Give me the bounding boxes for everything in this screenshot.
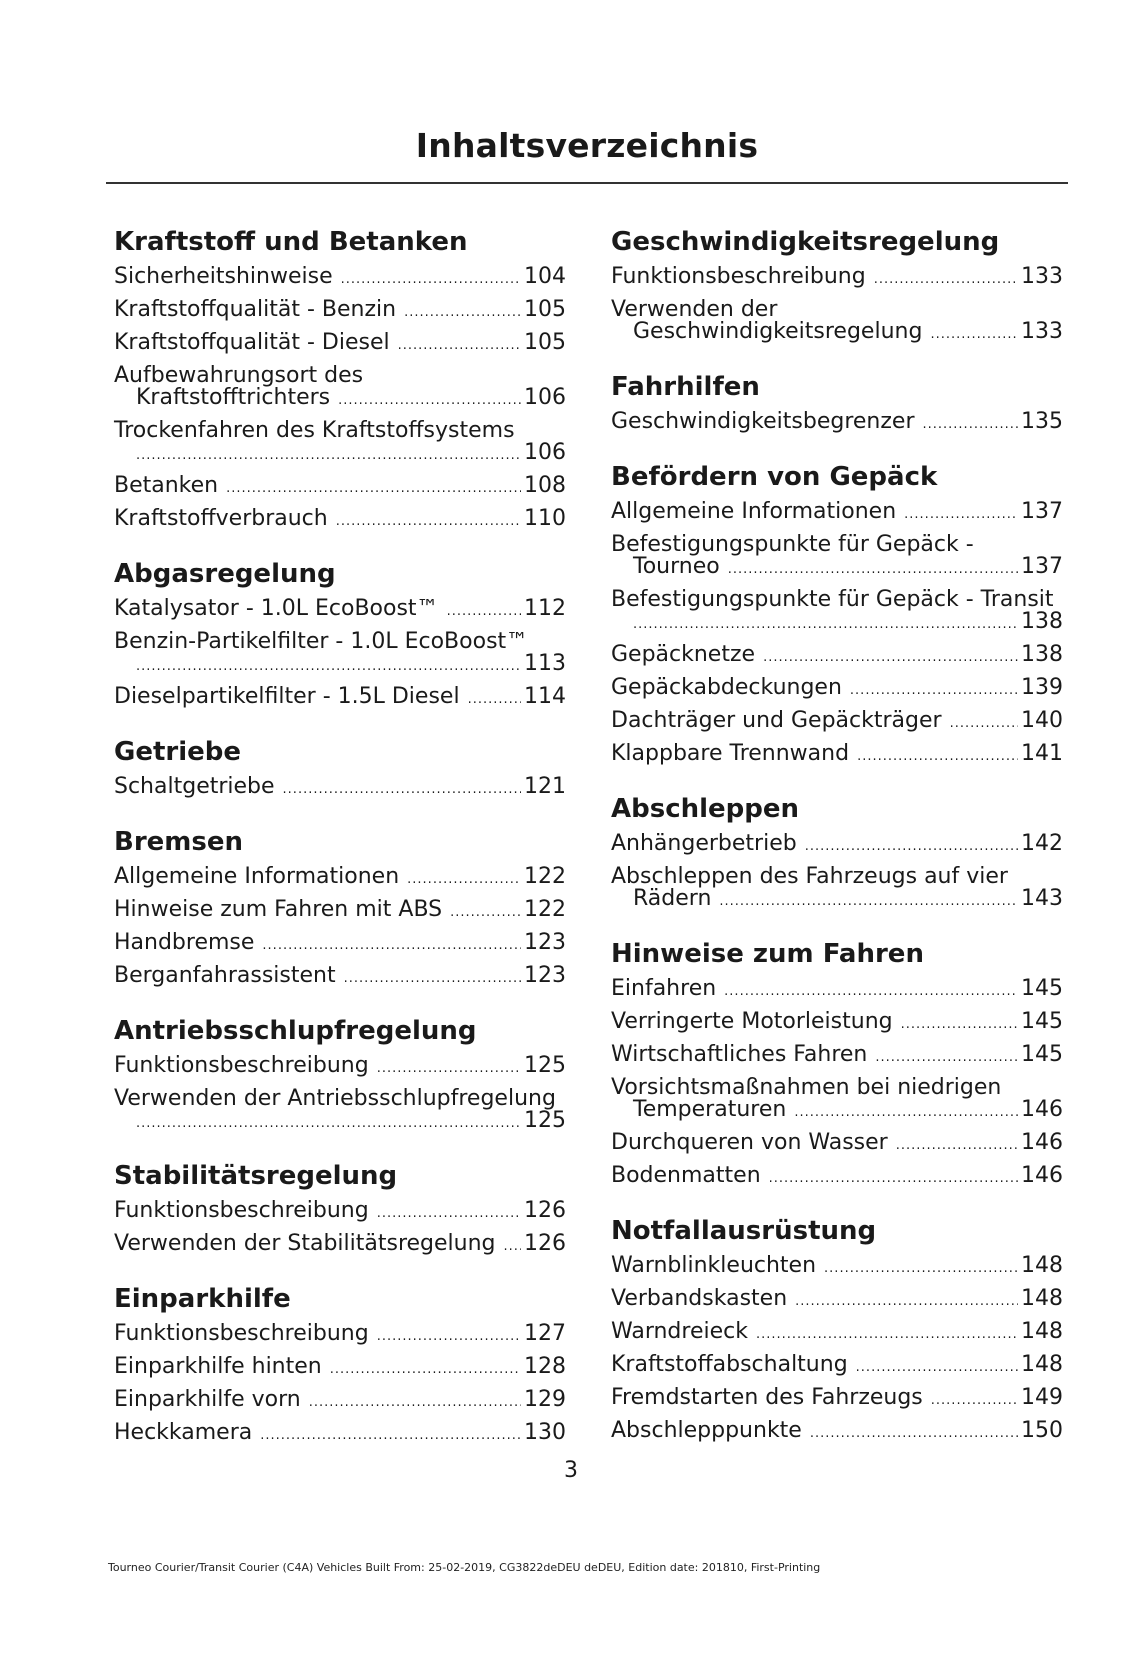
toc-entry[interactable] (611, 1161, 1063, 1194)
toc-entry[interactable] (114, 928, 566, 961)
toc-entry-text: Dieselpartikelfilter - 1.5L Diesel (114, 684, 460, 709)
toc-entry-text: Dachträger und Gepäckträger (611, 708, 942, 733)
toc-entry-text: Kraftstofftrichters (136, 385, 331, 410)
section-heading: Abgasregelung (114, 559, 336, 589)
dot-leader (856, 1353, 1018, 1383)
toc-page-number: 125 (524, 1108, 566, 1133)
toc-entry-text: Allgemeine Informationen (114, 864, 400, 889)
toc-entry-line (114, 504, 566, 537)
dot-leader (404, 298, 521, 328)
toc-entry-line (114, 295, 566, 328)
toc-page-number: 122 (524, 897, 566, 922)
toc-right-column (611, 224, 1063, 1468)
toc-entry-line (114, 772, 566, 805)
toc-entry-text: Abschlepppunkte (611, 1418, 802, 1443)
dot-leader (769, 1164, 1018, 1194)
toc-entry-text: Sicherheitshinweise (114, 264, 333, 289)
toc-page-number: 142 (1021, 831, 1063, 856)
dot-leader (950, 709, 1018, 739)
toc-entry-text: Verringerte Motorleistung (611, 1009, 893, 1034)
toc-entry[interactable] (611, 407, 1063, 440)
toc-entry-text: Befestigungspunkte für Gepäck - Transit (611, 587, 1054, 612)
toc-entry[interactable] (114, 1084, 566, 1139)
dot-leader (930, 320, 1018, 350)
toc-entry-line (114, 594, 566, 627)
dot-leader (923, 410, 1019, 440)
toc-section (114, 824, 566, 994)
toc-page-number: 135 (1021, 409, 1063, 434)
dot-leader (344, 964, 521, 994)
toc-entry-line (114, 262, 566, 295)
toc-entry-line (114, 328, 566, 361)
title-divider (106, 182, 1068, 184)
toc-page-number: 114 (524, 684, 566, 709)
toc-section (611, 1213, 1063, 1449)
toc-entry-text: Abschleppen des Fahrzeugs auf vier (611, 864, 1008, 889)
toc-page-number: 129 (524, 1387, 566, 1412)
toc-entry[interactable] (114, 1196, 566, 1229)
dot-leader (136, 1109, 521, 1139)
toc-entry[interactable] (611, 1383, 1063, 1416)
toc-page-number: 146 (1021, 1163, 1063, 1188)
toc-entry-text: Gepäcknetze (611, 642, 756, 667)
toc-entry-line (611, 1317, 1063, 1350)
toc-entry[interactable] (611, 640, 1063, 673)
toc-entry-text: Geschwindigkeitsregelung (633, 319, 923, 344)
toc-section (611, 791, 1063, 917)
toc-section (114, 1281, 566, 1451)
toc-entry-text: Verwenden der Antriebsschlupfregelung (114, 1086, 556, 1111)
toc-section (114, 734, 566, 805)
toc-entry-line (114, 649, 566, 682)
toc-page-number: 146 (1021, 1130, 1063, 1155)
toc-entry[interactable] (611, 1073, 1063, 1128)
dot-leader (336, 507, 521, 537)
toc-page-number: 139 (1021, 675, 1063, 700)
toc-entry-text: Einfahren (611, 976, 717, 1001)
toc-entry-text: Funktionsbeschreibung (611, 264, 866, 289)
toc-page-number: 105 (524, 297, 566, 322)
toc-page-number: 146 (1021, 1097, 1063, 1122)
toc-entry-text: Katalysator - 1.0L EcoBoost™ (114, 596, 439, 621)
toc-page-number: 104 (524, 264, 566, 289)
toc-entry[interactable] (611, 1284, 1063, 1317)
toc-entry[interactable] (611, 739, 1063, 772)
toc-entry-line (611, 1007, 1063, 1040)
toc-entry-text: Temperaturen (633, 1097, 787, 1122)
toc-entry-text: Kraftstoffqualität - Benzin (114, 297, 397, 322)
toc-entry[interactable] (611, 862, 1063, 917)
toc-page-number: 143 (1021, 886, 1063, 911)
toc-entry-line (114, 1051, 566, 1084)
toc-entry-line (611, 1284, 1063, 1317)
toc-page-number: 145 (1021, 976, 1063, 1001)
toc-entry-line (114, 928, 566, 961)
page-title: Inhaltsverzeichnis (415, 126, 759, 165)
section-heading: Einparkhilfe (114, 1284, 291, 1314)
toc-entry-line (114, 961, 566, 994)
toc-entry-text: Kraftstoffabschaltung (611, 1352, 848, 1377)
toc-page-number: 138 (1021, 609, 1063, 634)
dot-leader (341, 265, 521, 295)
section-heading: Kraftstoff und Betanken (114, 227, 468, 257)
dot-leader (857, 742, 1018, 772)
toc-entry[interactable] (114, 1051, 566, 1084)
dot-leader (377, 1199, 521, 1229)
toc-entry[interactable] (611, 295, 1063, 350)
toc-entry[interactable] (114, 262, 566, 295)
toc-entry[interactable] (611, 1350, 1063, 1383)
toc-page-number: 141 (1021, 741, 1063, 766)
toc-entry-text: Betanken (114, 473, 219, 498)
dot-leader (377, 1322, 521, 1352)
dot-leader (794, 1098, 1018, 1128)
dot-leader (824, 1254, 1018, 1284)
toc-entry-line (611, 974, 1063, 1007)
toc-entry[interactable] (611, 1416, 1063, 1449)
toc-entry-line (611, 607, 1063, 640)
toc-entry[interactable] (114, 772, 566, 805)
toc-entry-text: Klappbare Trennwand (611, 741, 850, 766)
dot-leader (724, 977, 1018, 1007)
toc-section (114, 556, 566, 715)
toc-entry[interactable] (114, 961, 566, 994)
toc-entry-line (114, 1319, 566, 1352)
toc-section (611, 459, 1063, 772)
toc-entry-line (611, 1251, 1063, 1284)
toc-left-column (114, 224, 566, 1470)
section-heading: Notfallausrüstung (611, 1216, 877, 1246)
toc-entry-line (611, 407, 1063, 440)
toc-entry-text: Handbremse (114, 930, 255, 955)
dot-leader (901, 1010, 1018, 1040)
section-heading: Antriebsschlupfregelung (114, 1016, 477, 1046)
toc-page-number: 121 (524, 774, 566, 799)
toc-entry-text: Hinweise zum Fahren mit ABS (114, 897, 443, 922)
toc-entry-text: Bodenmatten (611, 1163, 761, 1188)
dot-leader (896, 1131, 1018, 1161)
toc-entry-text: Aufbewahrungsort des (114, 363, 364, 388)
toc-entry-line (611, 739, 1063, 772)
toc-page-number: 148 (1021, 1286, 1063, 1311)
dot-leader (931, 1386, 1018, 1416)
dot-leader (377, 1054, 521, 1084)
toc-entry-line (611, 1383, 1063, 1416)
section-heading: Geschwindigkeitsregelung (611, 227, 1000, 257)
toc-entry[interactable] (611, 262, 1063, 295)
toc-page-number: 148 (1021, 1352, 1063, 1377)
toc-entry[interactable] (114, 361, 566, 416)
toc-section (114, 1013, 566, 1139)
toc-entry-text: Anhängerbetrieb (611, 831, 797, 856)
toc-entry-text: Warndreieck (611, 1319, 748, 1344)
toc-entry-text: Kraftstoffverbrauch (114, 506, 328, 531)
toc-entry[interactable] (611, 706, 1063, 739)
toc-entry[interactable] (114, 1319, 566, 1352)
toc-entry[interactable] (611, 497, 1063, 530)
dot-leader (468, 685, 521, 715)
toc-page-number: 137 (1021, 554, 1063, 579)
dot-leader (719, 887, 1018, 917)
toc-entry[interactable] (611, 1040, 1063, 1073)
toc-page-number: 105 (524, 330, 566, 355)
toc-entry-text: Durchqueren von Wasser (611, 1130, 888, 1155)
toc-entry-text: Wirtschaftliches Fahren (611, 1042, 868, 1067)
toc-page-number: 110 (524, 506, 566, 531)
dot-leader (795, 1287, 1018, 1317)
toc-entry[interactable] (114, 416, 566, 471)
toc-entry[interactable] (114, 682, 566, 715)
dot-leader (260, 1421, 521, 1451)
toc-entry-text: Allgemeine Informationen (611, 499, 897, 524)
toc-entry-text: Verbandskasten (611, 1286, 788, 1311)
toc-page-number: 112 (524, 596, 566, 621)
dot-leader (904, 500, 1018, 530)
toc-section (114, 224, 566, 537)
toc-entry-line (114, 862, 566, 895)
dot-leader (850, 676, 1018, 706)
toc-entry-line (611, 317, 1063, 350)
toc-entry-text: Kraftstoffqualität - Diesel (114, 330, 390, 355)
dot-leader (633, 610, 1018, 640)
toc-page-number: 123 (524, 930, 566, 955)
toc-entry-text: Funktionsbeschreibung (114, 1198, 369, 1223)
toc-entry-line (611, 1040, 1063, 1073)
toc-entry-text: Trockenfahren des Kraftstoffsystems (114, 418, 515, 443)
toc-entry-text: Vorsichtsmaßnahmen bei niedrigen (611, 1075, 1002, 1100)
toc-page-number: 148 (1021, 1319, 1063, 1344)
toc-entry[interactable] (611, 974, 1063, 1007)
toc-entry-line (114, 1418, 566, 1451)
toc-entry-text: Warnblinkleuchten (611, 1253, 817, 1278)
toc-page-number: 106 (524, 440, 566, 465)
toc-entry-text: Einparkhilfe hinten (114, 1354, 322, 1379)
dot-leader (728, 555, 1018, 585)
dot-leader (810, 1419, 1018, 1449)
toc-entry[interactable] (611, 1007, 1063, 1040)
toc-entry-text: Benzin-Partikelfilter - 1.0L EcoBoost™ (114, 629, 529, 654)
toc-section (611, 369, 1063, 440)
toc-entry-line (611, 673, 1063, 706)
toc-entry[interactable] (114, 1385, 566, 1418)
toc-entry-line (114, 471, 566, 504)
toc-page-number: 128 (524, 1354, 566, 1379)
toc-entry-line (114, 895, 566, 928)
toc-entry-line (611, 884, 1063, 917)
footer-edition-info: Tourneo Courier/Transit Courier (C4A) Vehicles Built From: 25-02-2019, CG3822deDEU deDEU, Edition date: 201810, First-Printing (108, 1561, 821, 1574)
toc-entry-line (611, 262, 1063, 295)
toc-entry-text: Gepäckabdeckungen (611, 675, 842, 700)
toc-entry-line (611, 706, 1063, 739)
section-heading: Getriebe (114, 737, 242, 767)
section-heading: Bremsen (114, 827, 243, 857)
toc-page-number: 106 (524, 385, 566, 410)
toc-page-number: 126 (524, 1231, 566, 1256)
toc-entry-line (114, 438, 566, 471)
toc-entry[interactable] (114, 594, 566, 627)
toc-page-number: 133 (1021, 264, 1063, 289)
dot-leader (874, 265, 1018, 295)
toc-entry-text: Funktionsbeschreibung (114, 1321, 369, 1346)
toc-entry[interactable] (114, 627, 566, 682)
toc-entry-line (114, 1385, 566, 1418)
dot-leader (407, 865, 521, 895)
toc-entry-line (114, 1229, 566, 1262)
toc-entry-text: Einparkhilfe vorn (114, 1387, 301, 1412)
dot-leader (262, 931, 521, 961)
dot-leader (763, 643, 1018, 673)
toc-entry-text: Tourneo (633, 554, 720, 579)
toc-page-number: 122 (524, 864, 566, 889)
toc-section (611, 224, 1063, 350)
toc-entry-line (611, 640, 1063, 673)
section-heading: Abschleppen (611, 794, 800, 824)
toc-entry-text: Heckkamera (114, 1420, 253, 1445)
toc-page-number: 125 (524, 1053, 566, 1078)
toc-entry-text: Schaltgetriebe (114, 774, 275, 799)
toc-page-number: 113 (524, 651, 566, 676)
toc-entry[interactable] (611, 1251, 1063, 1284)
toc-section (611, 936, 1063, 1194)
toc-entry[interactable] (114, 1352, 566, 1385)
toc-entry[interactable] (114, 862, 566, 895)
dot-leader (450, 898, 521, 928)
toc-entry-line (611, 497, 1063, 530)
dot-leader (398, 331, 521, 361)
toc-page-number: 145 (1021, 1042, 1063, 1067)
toc-entry-text: Befestigungspunkte für Gepäck - (611, 532, 974, 557)
toc-entry[interactable] (611, 829, 1063, 862)
dot-leader (805, 832, 1018, 862)
dot-leader (309, 1388, 521, 1418)
toc-page-number: 138 (1021, 642, 1063, 667)
toc-section (114, 1158, 566, 1262)
toc-entry-line (114, 1352, 566, 1385)
dot-leader (330, 1355, 521, 1385)
toc-entry-line (611, 1161, 1063, 1194)
toc-page-number: 149 (1021, 1385, 1063, 1410)
toc-page-number: 123 (524, 963, 566, 988)
toc-page-number: 137 (1021, 499, 1063, 524)
toc-page-number: 148 (1021, 1253, 1063, 1278)
dot-leader (447, 597, 521, 627)
toc-entry-line (611, 1095, 1063, 1128)
section-heading: Befördern von Gepäck (611, 462, 938, 492)
dot-leader (283, 775, 521, 805)
toc-entry-line (114, 1196, 566, 1229)
toc-entry-line (611, 552, 1063, 585)
toc-entry-text: Geschwindigkeitsbegrenzer (611, 409, 915, 434)
toc-entry[interactable] (611, 1128, 1063, 1161)
toc-entry-line (114, 682, 566, 715)
toc-entry[interactable] (114, 295, 566, 328)
toc-page-number: 140 (1021, 708, 1063, 733)
toc-entry[interactable] (114, 504, 566, 537)
toc-entry-text: Rädern (633, 886, 712, 911)
toc-entry-text: Berganfahrassistent (114, 963, 336, 988)
dot-leader (338, 386, 521, 416)
dot-leader (136, 441, 521, 471)
dot-leader (504, 1232, 522, 1262)
toc-entry[interactable] (611, 673, 1063, 706)
toc-entry[interactable] (114, 1418, 566, 1451)
toc-entry-text: Verwenden der (611, 297, 778, 322)
toc-entry-line (611, 829, 1063, 862)
toc-page-number: 130 (524, 1420, 566, 1445)
toc-page-number: 145 (1021, 1009, 1063, 1034)
toc-page-number: 126 (524, 1198, 566, 1223)
page-number: 3 (564, 1458, 578, 1483)
toc-entry[interactable] (114, 1229, 566, 1262)
toc-entry-text: Funktionsbeschreibung (114, 1053, 369, 1078)
toc-entry[interactable] (114, 328, 566, 361)
dot-leader (875, 1043, 1018, 1073)
toc-entry[interactable] (611, 530, 1063, 585)
toc-entry-line (611, 1128, 1063, 1161)
toc-entry-text: Verwenden der Stabilitätsregelung (114, 1231, 496, 1256)
toc-entry[interactable] (114, 895, 566, 928)
toc-entry-line (114, 383, 566, 416)
toc-page-number: 108 (524, 473, 566, 498)
toc-entry-line (611, 1350, 1063, 1383)
dot-leader (756, 1320, 1018, 1350)
section-heading: Stabilitätsregelung (114, 1161, 398, 1191)
toc-entry-line (611, 1416, 1063, 1449)
dot-leader (226, 474, 521, 504)
toc-entry-line (114, 1106, 566, 1139)
toc-page-number: 133 (1021, 319, 1063, 344)
toc-entry[interactable] (611, 585, 1063, 640)
section-heading: Fahrhilfen (611, 372, 760, 402)
toc-page-number: 127 (524, 1321, 566, 1346)
toc-entry-text: Fremdstarten des Fahrzeugs (611, 1385, 923, 1410)
dot-leader (136, 652, 521, 682)
toc-entry[interactable] (114, 471, 566, 504)
toc-entry[interactable] (611, 1317, 1063, 1350)
section-heading: Hinweise zum Fahren (611, 939, 924, 969)
toc-page-number: 150 (1021, 1418, 1063, 1443)
